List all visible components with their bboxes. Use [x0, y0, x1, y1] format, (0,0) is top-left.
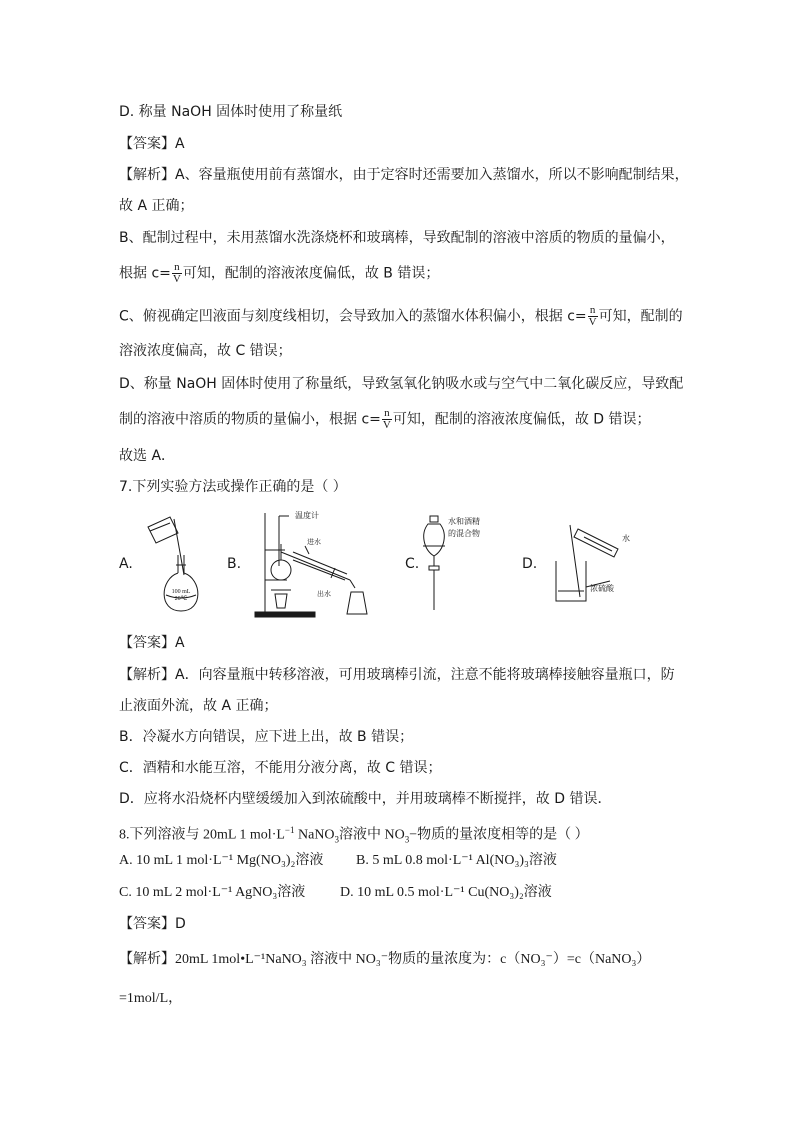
q7-label-b: B.: [227, 556, 242, 572]
fraction-denominator: V: [382, 419, 391, 431]
q8-stem: [119, 820, 589, 849]
q6-answer: 【答案】A: [119, 136, 185, 152]
q7-answer: 【答案】A: [119, 635, 185, 651]
figure-a-volumetric-flask: [140, 515, 210, 615]
figure-b-thermometer-label: 温度计: [295, 511, 319, 520]
fraction-numerator: n: [382, 408, 392, 420]
q7-explanation-line-4: C．酒精和水能互溶，不能用分液分离，故 C 错误；: [119, 760, 442, 776]
fraction-numerator: n: [588, 305, 598, 317]
q8-option-a: A. 10 mL 1 mol·L⁻¹ Mg(NO₃)₂溶液: [119, 853, 324, 868]
fraction-n-over-v: [172, 262, 182, 285]
q7-label-a: A.: [119, 556, 133, 572]
fraction-n-over-v: [382, 408, 392, 431]
q7-label-d: D.: [522, 556, 538, 572]
q7-stem: 7.下列实验方法或操作正确的是（ ）: [119, 479, 347, 495]
q6-exp5-prefix: C、俯视确定凹液面与刻度线相切，会导致加入的蒸馏水体积偏小，根据 c=: [119, 308, 587, 325]
q7-explanation-line-5: D．应将水沿烧杯内壁缓缓加入到浓硫酸中，并用玻璃棒不断搅拌，故 D 错误．: [119, 791, 612, 807]
q7-label-c: C.: [405, 556, 420, 572]
q6-explanation-line-1: 【解析】A、容量瓶使用前有蒸馏水，由于定容时还需要加入蒸馏水，所以不影响配制结果，: [119, 167, 689, 183]
fraction-n-over-v: [588, 305, 598, 328]
fraction-denominator: V: [172, 273, 181, 285]
q6-exp4-suffix: 可知，配制的溶液浓度偏低，故 B 错误；: [182, 265, 440, 282]
figure-c-label-line-2: 的混合物: [448, 529, 480, 538]
fraction-numerator: n: [172, 262, 182, 274]
q8-stem-part-b: NaNO: [294, 827, 335, 843]
figure-a-temp-label: 20℃: [174, 596, 188, 602]
figure-b-inlet-label: 进水: [307, 538, 321, 546]
figure-c-separatory-funnel: [418, 512, 508, 612]
q8-option-c: C. 10 mL 2 mol·L⁻¹ AgNO₃溶液: [119, 885, 306, 900]
q6-explanation-line-8: [119, 408, 651, 431]
figure-d-acid-label: 浓硫酸: [590, 584, 614, 593]
q6-explanation-line-9: 故选 A．: [119, 448, 176, 464]
q6-explanation-line-4: [119, 262, 439, 285]
figure-a-volume-label: 100 mL: [171, 589, 191, 595]
q6-exp4-prefix: 根据 c=: [119, 265, 171, 282]
figure-b-outlet-label: 出水: [317, 590, 331, 598]
figure-d-water-label: 水: [622, 534, 630, 543]
q8-stem-sub: 3: [334, 834, 340, 845]
q8-answer: 【答案】D: [119, 916, 186, 932]
q8-option-d: D. 10 mL 0.5 mol·L⁻¹ Cu(NO₃)₂溶液: [340, 885, 552, 900]
q8-stem-part-c: 溶液中 NO: [339, 827, 405, 843]
q8-stem-sup: −1: [284, 825, 295, 835]
figure-d-dilution-beaker: [552, 523, 652, 605]
q6-explanation-line-2: 故 A 正确；: [119, 198, 194, 214]
q6-exp8-prefix: 制的溶液中溶质的物质的量偏小，根据 c=: [119, 411, 381, 428]
q8-explanation-line-1: 【解析】20mL 1mol•L⁻¹NaNO₃ 溶液中 NO₃⁻物质的量浓度为：c（NO₃⁻）=c（NaNO₃）: [119, 952, 651, 967]
q6-explanation-line-5: [119, 305, 683, 328]
fraction-denominator: V: [588, 316, 597, 328]
q7-explanation-line-1: 【解析】A．向容量瓶中转移溶液，可用玻璃棒引流，注意不能将玻璃棒接触容量瓶口，防: [119, 667, 675, 683]
q6-explanation-line-3: B、配制过程中，未用蒸馏水洗涤烧杯和玻璃棒，导致配制的溶液中溶质的物质的量偏小，: [119, 230, 675, 246]
q8-stem-part-d: −物质的量浓度相等的是（ ）: [409, 827, 589, 843]
figure-c-label-line-1: 水和酒精: [448, 517, 480, 526]
q7-explanation-line-3: B．冷凝水方向错误，应下进上出，故 B 错误；: [119, 729, 414, 745]
q6-option-d: D. 称量 NaOH 固体时使用了称量纸: [119, 104, 343, 120]
q6-exp5-suffix: 可知，配制的: [598, 308, 683, 325]
q8-stem-sub-2: 3: [404, 834, 410, 845]
q8-option-b: B. 5 mL 0.8 mol·L⁻¹ Al(NO₃)₃溶液: [356, 853, 557, 868]
q6-explanation-line-6: 溶液浓度偏高，故 C 错误；: [119, 343, 292, 359]
q8-explanation-line-2: =1mol/L，: [119, 991, 183, 1006]
q6-exp8-suffix: 可知，配制的溶液浓度偏低，故 D 错误；: [392, 411, 651, 428]
q6-explanation-line-7: D、称量 NaOH 固体时使用了称量纸，导致氢氧化钠吸水或与空气中二氧化碳反应，导致配: [119, 376, 684, 392]
q7-explanation-line-2: 止液面外流，故 A 正确；: [119, 698, 278, 714]
q8-stem-part-a: 8.下列溶液与 20mL 1 mol·L: [119, 827, 285, 843]
figure-b-distillation: [245, 508, 375, 620]
